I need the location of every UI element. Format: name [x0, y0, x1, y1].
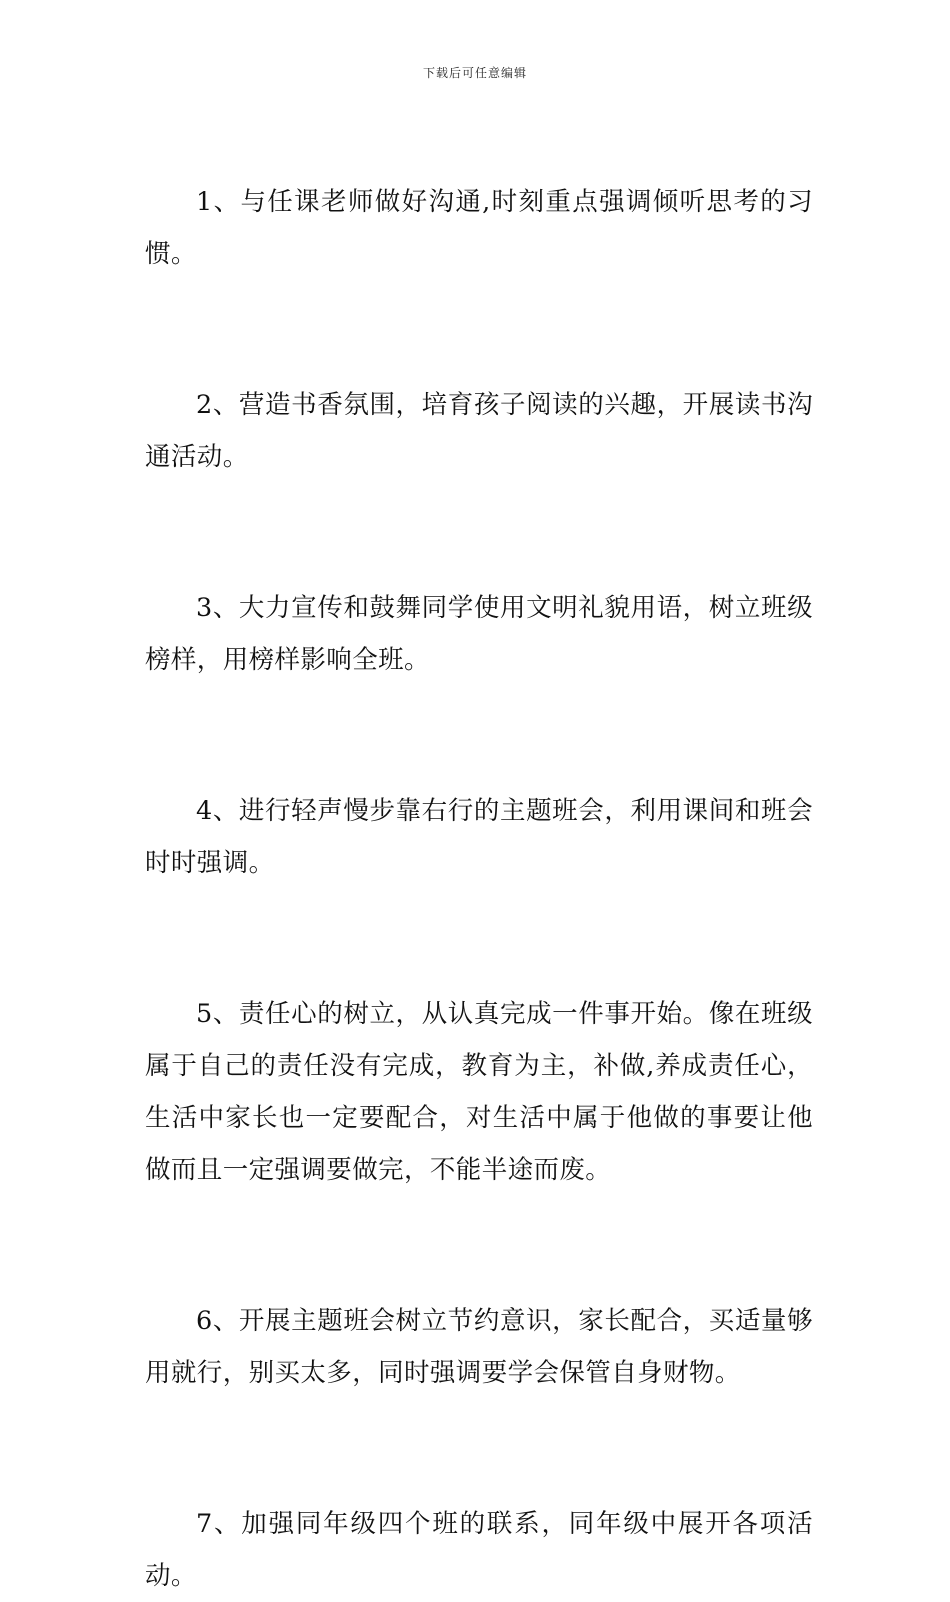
paragraph-4: 4、进行轻声慢步靠右行的主题班会，利用课间和班会时时强调。: [145, 796, 813, 878]
paragraph-5: 5、责任心的树立，从认真完成一件事开始。像在班级属于自己的责任没有完成，教育为主，补做,养成责任心，生活中家长也一定要配合，对生活中属于他做的事要让他做而且一定强调要做完，不能半途而废。: [145, 999, 813, 1185]
page-header: 下载后可任意编辑: [422, 66, 527, 80]
document-body: [145, 176, 813, 1602]
paragraph-6: 6、开展主题班会树立节约意识，家长配合，买适量够用就行，别买太多，同时强调要学会保管自身财物。: [145, 1306, 813, 1388]
paragraph-1: 1、与任课老师做好沟通,时刻重点强调倾听思考的习惯。: [145, 187, 813, 269]
paragraph-7: 7、加强同年级四个班的联系，同年级中展开各项活动。: [145, 1509, 813, 1591]
paragraph-2: 2、营造书香氛围，培育孩子阅读的兴趣，开展读书沟通活动。: [145, 390, 813, 472]
paragraph-3: 3、大力宣传和鼓舞同学使用文明礼貌用语，树立班级榜样，用榜样影响全班。: [145, 593, 813, 675]
